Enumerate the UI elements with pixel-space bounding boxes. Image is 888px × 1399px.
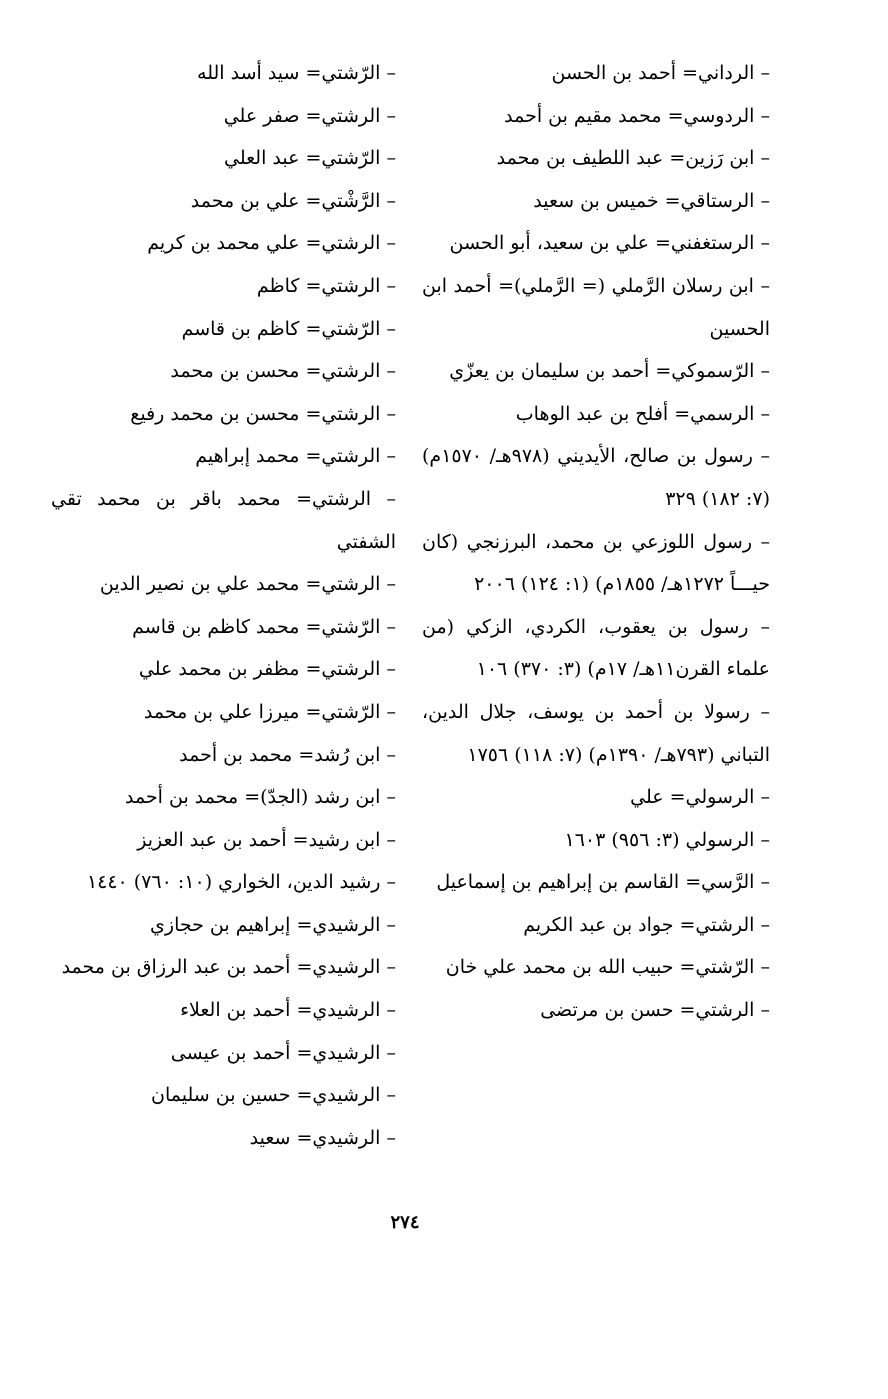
index-entry: – الرشتي= مظفر بن محمد علي: [138, 658, 396, 681]
index-entry: – رشيد الدين، الخواري (١٠: ٧٦٠) ١٤٤٠: [86, 871, 396, 894]
index-entry: – الرشيدي= حسين بن سليمان: [151, 1084, 396, 1107]
index-entry: – رسول اللوزعي بن محمد، البرزنجي (كان حيـــاً ١٢٧٢هـ/ ١٨٥٥م) (١: ١٢٤) ٢٠٠٦: [422, 530, 770, 596]
index-entry: – الرّشتي= سيد أسد الله: [197, 62, 396, 84]
index-entry: – الرشيدي= أحمد بن عبد الرزاق بن محمد: [61, 956, 396, 979]
index-entry: – الرسولي= علي: [630, 786, 770, 809]
index-entry: – الرشتي= جواد بن عبد الكريم: [523, 913, 770, 936]
index-entry: – الرشيدي= سعيد: [249, 1126, 396, 1149]
index-entry: – الرشتي= محسن بن محمد رفيع: [130, 402, 396, 425]
index-entry: – ابن رسلان الرَّملي (= الرَّملي)= أحمد ابن الحسين: [422, 274, 770, 340]
index-entry: – الرّشتي= كاظم بن قاسم: [181, 317, 396, 340]
index-entry: – الرشتي= صفر علي: [223, 104, 396, 127]
index-entry: – الرشيدي= أحمد بن عيسى: [170, 1041, 396, 1064]
index-entry: – الردوسي= محمد مقيم بن أحمد: [504, 104, 770, 127]
index-entry: – الرشتي= علي محمد بن كريم: [147, 232, 396, 255]
index-column-left: [51, 52, 396, 1159]
index-entry: – الرستاقي= خميس بن سعيد: [533, 189, 770, 212]
index-entry: – الرّشتي= عبد العلي: [224, 147, 396, 170]
index-entry: – الرّشتي= محمد كاظم بن قاسم: [132, 615, 396, 638]
index-entry: – الرشتي= محمد علي بن نصير الدين: [99, 573, 396, 596]
index-entry: – الرّشتي= ميرزا علي بن محمد: [143, 700, 396, 723]
index-entry: – الرشتي= محسن بن محمد: [170, 360, 396, 383]
index-entry: – الرّشتي= حبيب الله بن محمد علي خان: [445, 956, 770, 979]
index-entry: – رسول بن صالح، الأيديني (٩٧٨هـ/ ١٥٧٠م) (٧: ١٨٢) ٣٢٩: [422, 445, 771, 510]
index-column-right: [422, 52, 770, 1032]
index-entry: – الرشتي= محمد باقر بن محمد تقي الشفتي: [51, 487, 396, 553]
index-entry: – الرَّشْتي= علي بن محمد: [190, 189, 396, 212]
index-entry: – الرسمي= أفلح بن عبد الوهاب: [515, 402, 770, 425]
index-entry: – الرستغفني= علي بن سعيد، أبو الحسن: [449, 232, 770, 255]
index-entry: – رسولا بن أحمد بن يوسف، جلال الدين، التباني (٧٩٣هـ/ ١٣٩٠م) (٧: ١١٨) ١٧٥٦: [422, 700, 770, 766]
index-entry: – الرشتي= كاظم: [256, 274, 396, 297]
index-entry: – ابن رشيد= أحمد بن عبد العزيز: [137, 828, 396, 851]
index-entry: – الرسولي (٣: ٩٥٦) ١٦٠٣: [564, 828, 770, 851]
index-entry: – الرشيدي= أحمد بن العلاء: [180, 999, 396, 1022]
index-entry: – الرشتي= حسن بن مرتضى: [540, 999, 770, 1022]
index-entry: – الرّسموكي= أحمد بن سليمان بن يعزّي: [449, 360, 770, 383]
index-entry: – رسول بن يعقوب، الكردي، الزكي (من علماء القرن١١هـ/ ١٧م) (٣: ٣٧٠) ١٠٦: [422, 615, 770, 681]
index-entry: – الرشتي= محمد إبراهيم: [195, 445, 396, 468]
index-entry: – الرشيدي= إبراهيم بن حجازي: [150, 913, 396, 936]
page-number: ٢٧٤: [390, 1212, 420, 1233]
index-entry: – ابن رشد (الجدّ)= محمد بن أحمد: [124, 786, 396, 809]
index-entry: – الرَّسي= القاسم بن إبراهيم بن إسماعيل: [436, 871, 770, 894]
index-entry: – الرداني= أحمد بن الحسن: [551, 62, 770, 84]
index-entry: – ابن رُشد= محمد بن أحمد: [179, 743, 396, 766]
index-entry: – ابن رَزين= عبد اللطيف بن محمد: [496, 147, 770, 170]
